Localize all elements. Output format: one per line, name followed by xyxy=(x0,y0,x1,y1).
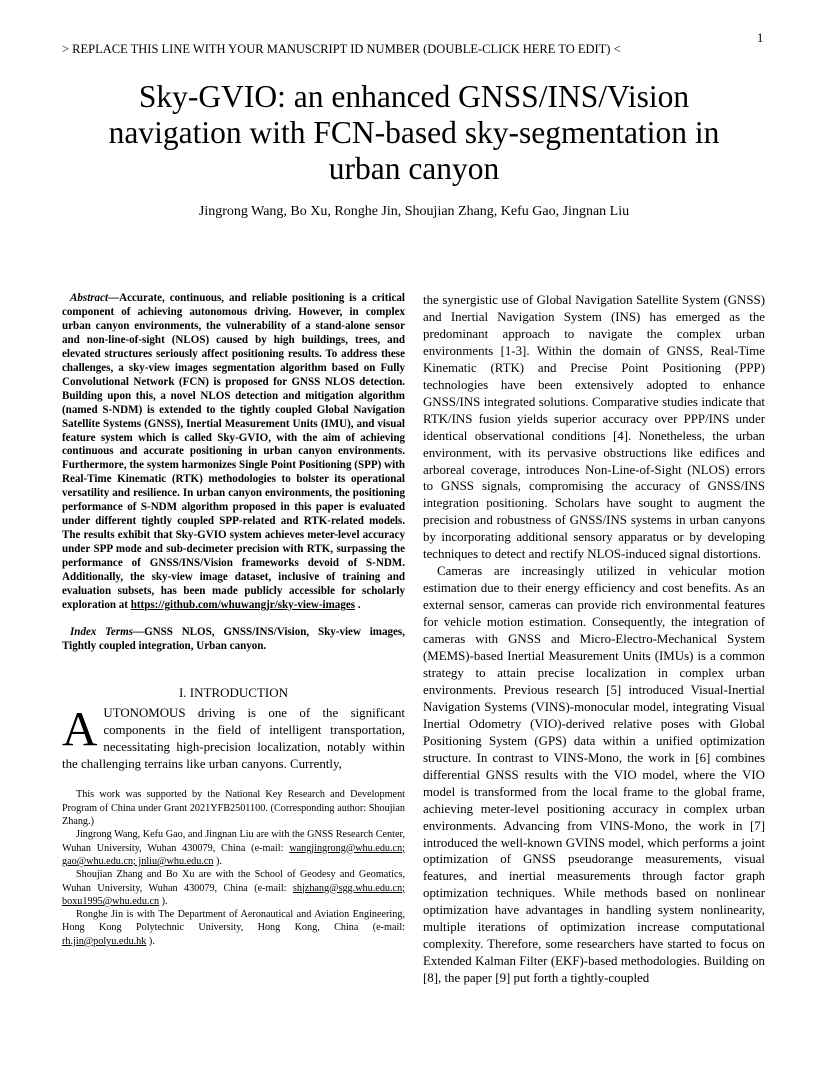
footnotes xyxy=(62,788,405,948)
affil3-end: ). xyxy=(146,935,155,947)
footnote-funding: This work was supported by the National Key Research and Development Program of China under Grant 2021YFB2501100. (Corresponding author: Shoujian Zhang.) xyxy=(62,789,405,828)
abstract-label: Abstract xyxy=(70,292,109,304)
affil2-emails[interactable]: shjzhang@sgg.whu.edu.cn; boxu1995@whu.edu.cn xyxy=(62,882,405,907)
right-column xyxy=(423,292,765,987)
title-line-1: Sky-GVIO: an enhanced GNSS/INS/Vision xyxy=(138,79,690,114)
manuscript-id-line: > REPLACE THIS LINE WITH YOUR MANUSCRIPT ID NUMBER (DOUBLE-CLICK HERE TO EDIT) < xyxy=(62,42,621,56)
drop-cap: A xyxy=(62,700,98,756)
affil3-email[interactable]: rh.jin@polyu.edu.hk xyxy=(62,935,147,947)
index-terms-text: —GNSS NLOS, GNSS/INS/Vision, Sky-view images, Tightly coupled integration, Urban canyon. xyxy=(62,625,405,652)
left-column xyxy=(62,292,405,948)
abstract-end: . xyxy=(355,598,361,611)
affil2-end: ). xyxy=(159,895,168,907)
index-terms-label: Index Terms xyxy=(70,625,134,638)
abstract-text: —Accurate, continuous, and reliable positioning is a critical component of achieving autonomous driving. However, in complex urban canyon environments, the vulnerability of a stand-alone sensor and non-line-of-sight (NLOS) caused by high buildings, trees, and elevated structures seriously affect positioning results. To address these challenges, a sky-view images segmentation algorithm based on Fully Convolutional Network (FCN) is proposed for GNSS NLOS detection. Building upon this, a novel NLOS detection and mitigation algorithm (named S-NDM) is extended to the tightly coupled Global Navigation Satellite Systems (GNSS), Inertial Measurement Units (IMU), and visual feature system which is called Sky-GVIO, with the aim of achieving continuous and accurate positioning in urban canyon environments. Furthermore, the system harmonizes Single Point Positioning (SPP) with Real-Time Kinematic (RTK) methodologies to bolster its operational versatility and resilience. In urban canyon environments, the positioning performance of S-NDM algorithm proposed in this paper is evaluated under different tightly coupled SPP-related and RTK-related models. The results exhibit that Sky-GVIO system achieves meter-level accuracy under SPP mode and sub-decimeter precision with RTK, surpassing the performance of GNSS/INS/Vision frameworks devoid of S-NDM. Additionally, the sky-view image dataset, inclusive of training and evaluation subsets, has been made publicly accessible for scholarly exploration at xyxy=(62,292,405,611)
footnote-affiliation-2 xyxy=(62,868,405,908)
title-line-3: urban canyon xyxy=(328,151,500,186)
footnote-affiliation-3 xyxy=(62,908,405,948)
affil1-text: Jingrong Wang, Kefu Gao, and Jingnan Liu are with the GNSS Research Center, Wuhan University, Wuhan 430079, China (e-mail: xyxy=(62,829,405,854)
affil1-end: ). xyxy=(213,855,222,867)
affil1-emails[interactable]: wangjingrong@whu.edu.cn; gao@whu.edu.cn; jnliu@whu.edu.cn xyxy=(62,842,405,867)
page-number: 1 xyxy=(757,31,764,45)
abstract xyxy=(62,292,405,613)
introduction-paragraph xyxy=(62,700,405,773)
body-paragraph-1: the synergistic use of Global Navigation Satellite System (GNSS) and Inertial Navigation System (INS) has emerged as the predominant approach to navigate the complex urban environments [1-3]. Within the domain of GNSS, Real-Time Kinematic (RTK) and Precise Point Positioning (PPP) technologies have been extensively adopted to enhance GNSS/INS integrated solutions. Comparative studies indicate that RTK/INS fusion yields superior accuracy over PPP/INS under identical observational conditions [4]. Nonetheless, the urban environment, with its pervasive obstructions like edifices and arboreal coverage, introduces Non-Line-of-Sight (NLOS) errors to GNSS signals, compromising the accuracy of GNSS/INS integration positioning. Scholars have sought to augment the precision and robustness of GNSS/INS systems in urban canyons by incorporating additional sensory apparatus or by developing techniques to detect and rectify NLOS-induced signal distortions. xyxy=(423,293,765,562)
body-paragraph-2: Cameras are increasingly utilized in vehicular motion estimation due to their energy efficiency and cost benefits. As an external sensor, cameras can provide rich environmental features for vehicle motion estimation. Consequently, the integration of cameras with GNSS and Micro-Electro-Mechanical System (MEMS)-based Inertial Measurement Units (IMUs) is a common strategy to attain precise localization in complex urban environments. Previous research [5] introduced Visual-Inertial Navigation Systems (VINS)-monocular model, integrating Visual Inertial Odometry (VIO)-derived relative poses with Global Positioning System (GPS) data within a unified optimization structure. In contrast to VINS-Mono, the work in [6] combines differential GNSS results with the VIO model, where the VIO model is transformed from the local frame to the global frame, achieving meter-level positioning accuracy in complex urban environments. Advancing from VINS-Mono, the work in [7] introduced the well-known GVINS model, which performs a joint optimization of GNSS pseudorange measurements, visual features, and inertial measurements through factor graph optimization techniques. While methods based on nonlinear optimization have advantages in handling system nonlinearity, multiple iterations of optimization increase computational complexity. Therefore, some researchers have started to focus on Extended Kalman Filter (EKF)-based methodologies. Building on [8], the paper [9] put forth a tightly-coupled xyxy=(423,564,765,986)
section-heading-introduction: I. INTRODUCTION xyxy=(178,684,289,700)
affil3-text: Ronghe Jin is with The Department of Aeronautical and Aviation Engineering, Hong Kong Polytechnic University, Hong Kong, China (e-mail: xyxy=(62,909,405,934)
title-line-2: navigation with FCN-based sky-segmentation in xyxy=(108,115,720,150)
affil2-text: Shoujian Zhang and Bo Xu are with the School of Geodesy and Geomatics, Wuhan University, Wuhan 430079, China (e-mail: xyxy=(62,869,405,894)
index-terms xyxy=(62,626,405,654)
footnote-affiliation-1 xyxy=(62,828,405,868)
paper-title xyxy=(60,79,768,187)
author-list: Jingrong Wang, Bo Xu, Ronghe Jin, Shoujian Zhang, Kefu Gao, Jingnan Liu xyxy=(198,204,630,219)
introduction-text: UTONOMOUS driving is one of the significant components in the field of intelligent transportation, necessitating high-precision localization, notably within the challenging terrains like urban canyons. Currently, xyxy=(62,705,405,771)
dataset-link[interactable]: https://github.com/whuwangjr/sky-view-images xyxy=(130,598,356,611)
